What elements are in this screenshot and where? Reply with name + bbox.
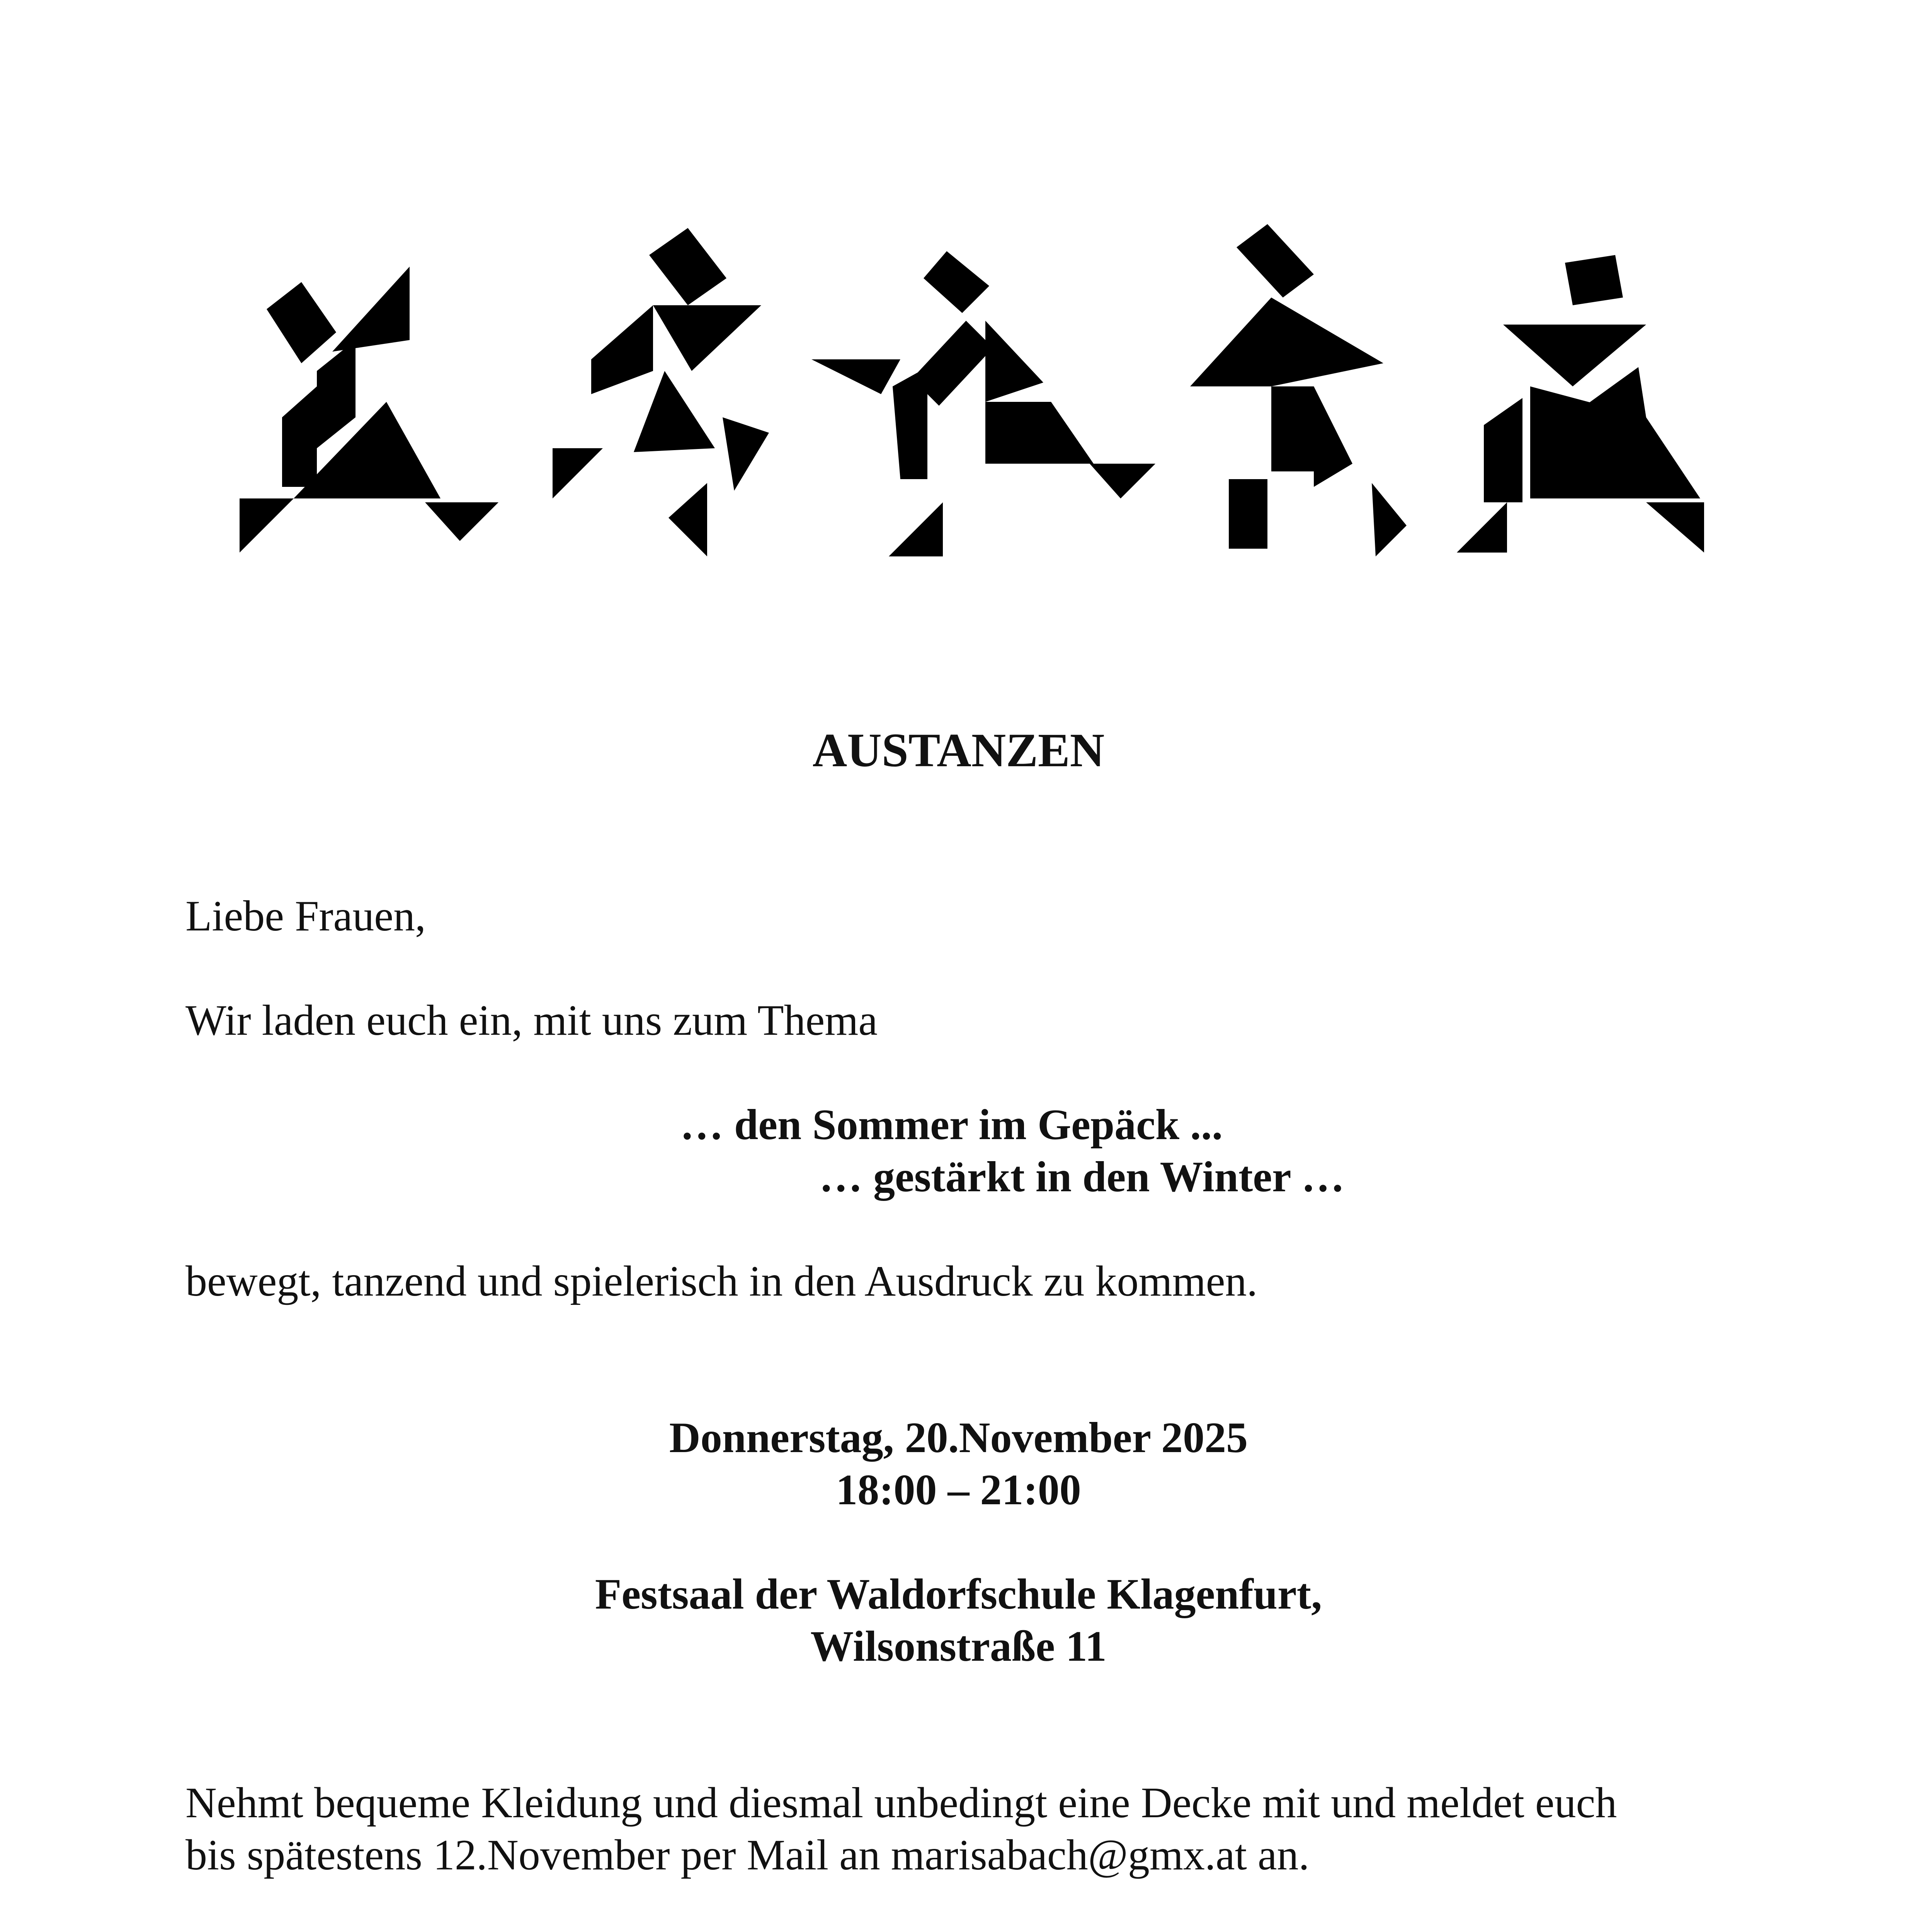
greeting: Liebe Frauen,: [185, 892, 426, 940]
tangram-dancers-illustration: [0, 0, 1917, 580]
tangram-figure-2: [553, 228, 769, 556]
tangram-figure-4: [1190, 224, 1407, 556]
notes-line-1: Nehmt bequeme Kleidung und diesmal unbedingt eine Decke mit und meldet euch: [185, 1779, 1617, 1827]
tangram-figure-1: [240, 267, 498, 553]
notes-line-2: bis spätestens 12.November per Mail an marisabach@gmx.at an.: [185, 1831, 1310, 1879]
theme-line-1: … den Sommer im Gepäck ...: [680, 1101, 1223, 1149]
event-address: Wilsonstraße 11: [810, 1622, 1107, 1670]
tangram-figure-3: [811, 251, 1155, 556]
event-venue: Festsaal der Waldorfschule Klagenfurt,: [595, 1570, 1322, 1618]
description-text: bewegt, tanzend und spielerisch in den Ausdruck zu kommen.: [185, 1257, 1258, 1305]
event-date: Donnerstag, 20.November 2025: [669, 1414, 1248, 1462]
tangram-figure-5: [1457, 255, 1704, 553]
theme-line-2: … gestärkt in den Winter …: [819, 1153, 1345, 1201]
intro-text: Wir laden euch ein, mit uns zum Thema: [185, 997, 878, 1044]
page-title: AUSTANZEN: [812, 724, 1105, 777]
event-time: 18:00 – 21:00: [836, 1466, 1081, 1514]
